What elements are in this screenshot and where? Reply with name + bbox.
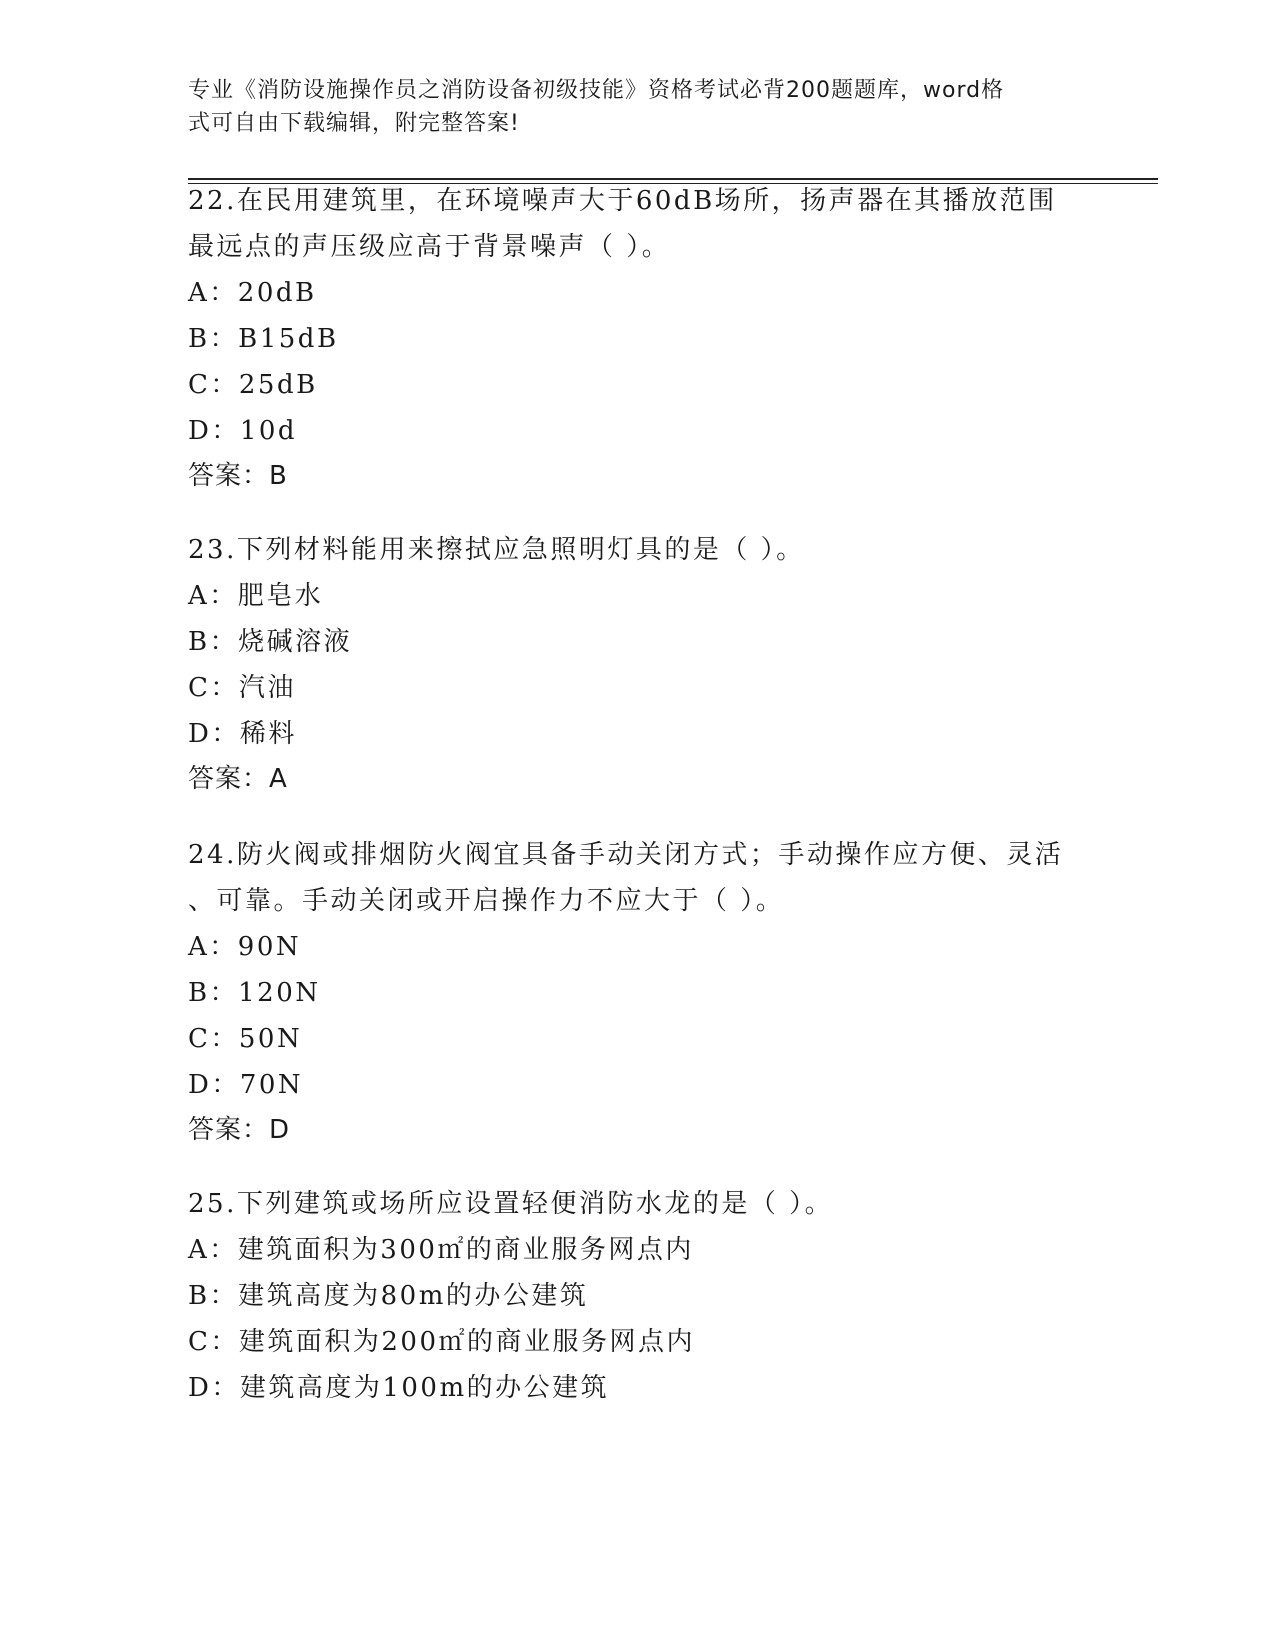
- question-stem-line: 、可靠。手动关闭或开启操作力不应大于（ ）。: [188, 886, 785, 916]
- question-24: [188, 832, 1088, 1152]
- option-d: D：建筑高度为100m的办公建筑: [188, 1373, 610, 1403]
- question-22: [188, 178, 1088, 498]
- option-b: B：120N: [188, 978, 321, 1008]
- question-25: [188, 1181, 1088, 1411]
- option-a: A：肥皂水: [188, 581, 324, 611]
- header-line-2: 式可自由下载编辑，附完整答案!: [188, 111, 520, 136]
- question-stem-line: 25.下列建筑或场所应设置轻便消防水龙的是（ ）。: [188, 1189, 834, 1219]
- question-23: [188, 527, 1088, 801]
- answer: 答案：D: [188, 1115, 291, 1145]
- document-header: [188, 74, 1088, 140]
- option-d: D：10d: [188, 416, 298, 446]
- answer: 答案：B: [188, 461, 288, 491]
- option-c: C：汽油: [188, 673, 296, 703]
- option-c: C：建筑面积为200㎡的商业服务网点内: [188, 1327, 696, 1357]
- question-stem-line: 23.下列材料能用来擦拭应急照明灯具的是（ ）。: [188, 535, 805, 565]
- option-d: D：稀料: [188, 719, 297, 749]
- option-d: D：70N: [188, 1070, 304, 1100]
- option-c: C：50N: [188, 1024, 303, 1054]
- option-a: A：20dB: [188, 278, 317, 308]
- header-line-1: 专业《消防设施操作员之消防设备初级技能》资格考试必背200题题库，word格: [188, 78, 1005, 103]
- answer: 答案：A: [188, 764, 288, 794]
- option-c: C：25dB: [188, 370, 318, 400]
- question-stem-line: 24.防火阀或排烟防火阀宜具备手动关闭方式；手动操作应方便、灵活: [188, 840, 1064, 870]
- option-b: B：B15dB: [188, 324, 339, 354]
- option-a: A：建筑面积为300㎡的商业服务网点内: [188, 1235, 694, 1265]
- option-a: A：90N: [188, 932, 302, 962]
- option-b: B：烧碱溶液: [188, 627, 353, 657]
- option-b: B：建筑高度为80m的办公建筑: [188, 1281, 589, 1311]
- question-stem-line: 22.在民用建筑里，在环境噪声大于60dB场所，扬声器在其播放范围: [188, 186, 1057, 216]
- question-stem-line: 最远点的声压级应高于背景噪声（ ）。: [188, 232, 671, 262]
